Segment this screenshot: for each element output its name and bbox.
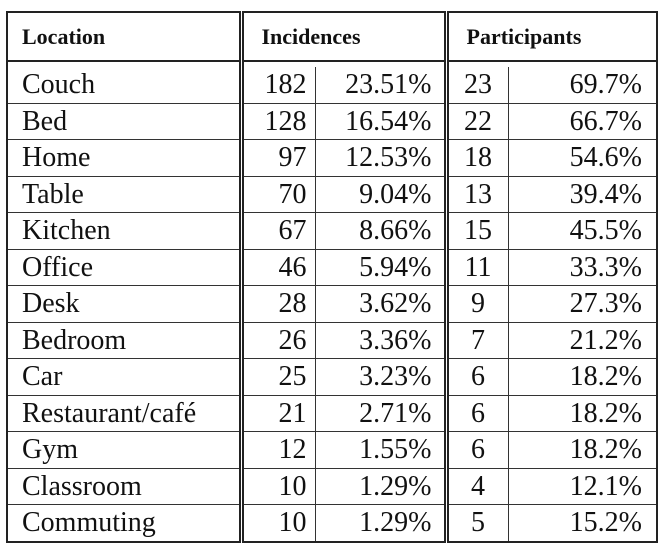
cell-location: Bed	[7, 103, 241, 140]
cell-participants-pct: 18.2%	[508, 395, 657, 432]
cell-participants-pct: 39.4%	[508, 176, 657, 213]
cell-incidences: 70	[241, 176, 315, 213]
cell-location: Table	[7, 176, 241, 213]
cell-incidences: 12	[241, 432, 315, 469]
table-header-row	[7, 12, 657, 61]
cell-location: Desk	[7, 286, 241, 323]
cell-incidences: 10	[241, 505, 315, 542]
table-row	[7, 468, 657, 505]
header-incidences: Incidences	[241, 12, 446, 61]
cell-incidences: 21	[241, 395, 315, 432]
table-row	[7, 286, 657, 323]
table-row	[7, 140, 657, 177]
cell-participants-pct: 54.6%	[508, 140, 657, 177]
cell-participants: 9	[446, 286, 508, 323]
cell-incidences: 67	[241, 213, 315, 250]
cell-participants: 6	[446, 432, 508, 469]
cell-participants: 13	[446, 176, 508, 213]
cell-location: Bedroom	[7, 322, 241, 359]
cell-participants-pct: 45.5%	[508, 213, 657, 250]
table-body	[7, 67, 657, 542]
table-row	[7, 213, 657, 250]
cell-location: Home	[7, 140, 241, 177]
table-row	[7, 395, 657, 432]
cell-location: Gym	[7, 432, 241, 469]
cell-participants-pct: 18.2%	[508, 432, 657, 469]
cell-participants: 6	[446, 395, 508, 432]
cell-incidences: 28	[241, 286, 315, 323]
cell-location: Classroom	[7, 468, 241, 505]
cell-location: Couch	[7, 67, 241, 103]
cell-incidences-pct: 3.36%	[315, 322, 446, 359]
table-row	[7, 67, 657, 103]
table-row	[7, 432, 657, 469]
cell-participants: 15	[446, 213, 508, 250]
header-participants: Participants	[446, 12, 657, 61]
cell-incidences-pct: 23.51%	[315, 67, 446, 103]
cell-incidences-pct: 9.04%	[315, 176, 446, 213]
cell-incidences-pct: 1.29%	[315, 505, 446, 542]
cell-incidences-pct: 1.29%	[315, 468, 446, 505]
table-row	[7, 249, 657, 286]
cell-incidences: 25	[241, 359, 315, 396]
cell-incidences: 10	[241, 468, 315, 505]
cell-participants-pct: 21.2%	[508, 322, 657, 359]
cell-incidences: 182	[241, 67, 315, 103]
cell-incidences-pct: 2.71%	[315, 395, 446, 432]
cell-incidences-pct: 5.94%	[315, 249, 446, 286]
cell-incidences-pct: 12.53%	[315, 140, 446, 177]
cell-participants: 6	[446, 359, 508, 396]
cell-location: Commuting	[7, 505, 241, 542]
cell-participants: 18	[446, 140, 508, 177]
cell-incidences-pct: 16.54%	[315, 103, 446, 140]
cell-participants-pct: 27.3%	[508, 286, 657, 323]
table-row	[7, 103, 657, 140]
cell-incidences-pct: 3.62%	[315, 286, 446, 323]
cell-location: Kitchen	[7, 213, 241, 250]
cell-participants-pct: 69.7%	[508, 67, 657, 103]
cell-participants: 4	[446, 468, 508, 505]
cell-incidences-pct: 3.23%	[315, 359, 446, 396]
cell-participants: 23	[446, 67, 508, 103]
cell-location: Car	[7, 359, 241, 396]
cell-participants: 11	[446, 249, 508, 286]
cell-location: Restaurant/café	[7, 395, 241, 432]
cell-participants-pct: 66.7%	[508, 103, 657, 140]
cell-participants: 22	[446, 103, 508, 140]
cell-incidences: 26	[241, 322, 315, 359]
cell-participants-pct: 15.2%	[508, 505, 657, 542]
cell-participants-pct: 18.2%	[508, 359, 657, 396]
cell-incidences-pct: 8.66%	[315, 213, 446, 250]
cell-participants: 7	[446, 322, 508, 359]
cell-participants: 5	[446, 505, 508, 542]
cell-incidences-pct: 1.55%	[315, 432, 446, 469]
header-location: Location	[7, 12, 241, 61]
cell-incidences: 97	[241, 140, 315, 177]
table-row	[7, 176, 657, 213]
table-row	[7, 359, 657, 396]
cell-incidences: 46	[241, 249, 315, 286]
cell-incidences: 128	[241, 103, 315, 140]
cell-location: Office	[7, 249, 241, 286]
cell-participants-pct: 12.1%	[508, 468, 657, 505]
cell-participants-pct: 33.3%	[508, 249, 657, 286]
table-row	[7, 322, 657, 359]
location-table	[6, 11, 658, 543]
